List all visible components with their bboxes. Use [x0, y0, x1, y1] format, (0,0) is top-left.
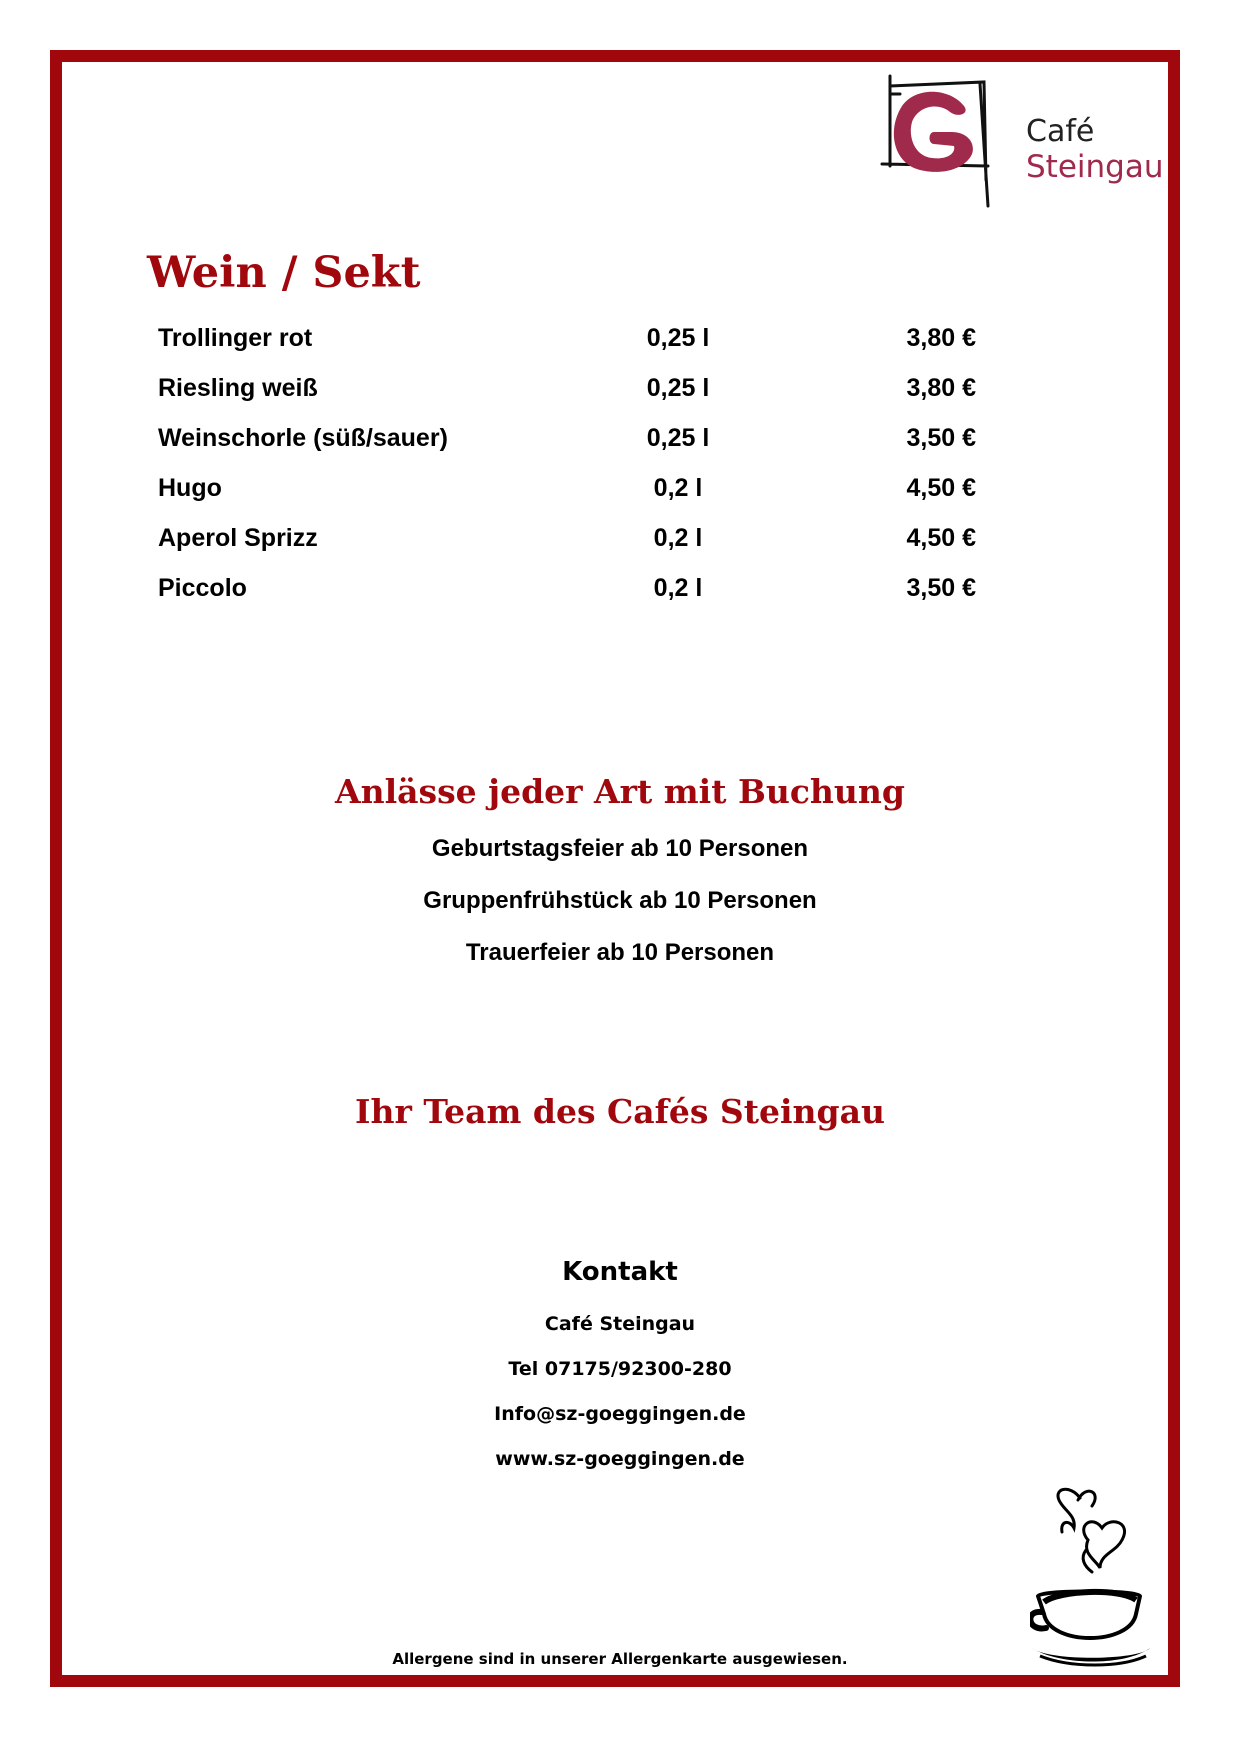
- events-title: Anlässe jeder Art mit Buchung: [335, 772, 905, 811]
- wine-volume: 0,2 l: [653, 474, 703, 502]
- event-item: Trauerfeier ab 10 Personen: [465, 939, 775, 966]
- allergen-note: Allergene sind in unserer Allergenkarte ausgewiesen.: [392, 1650, 848, 1668]
- wine-row: [158, 513, 1008, 563]
- wine-volume: 0,2 l: [653, 524, 703, 552]
- logo-word-cafe: Café: [1026, 114, 1095, 149]
- wine-price: 4,50 €: [906, 524, 976, 552]
- wine-price: 3,50 €: [906, 574, 976, 602]
- wine-price: 3,50 €: [906, 424, 976, 452]
- contact-email: Info@sz-goeggingen.de: [494, 1403, 746, 1425]
- wine-volume: 0,2 l: [653, 574, 703, 602]
- logo-word-steingau: Steingau: [1026, 149, 1164, 186]
- wine-list: [158, 313, 1008, 613]
- wine-name: Weinschorle (süß/sauer): [158, 424, 448, 452]
- wine-section-title: Wein / Sekt: [147, 248, 421, 298]
- contact-website: www.sz-goeggingen.de: [495, 1448, 745, 1470]
- wine-volume: 0,25 l: [646, 424, 710, 452]
- coffee-cup-icon: [1030, 1470, 1160, 1670]
- event-item: Geburtstagsfeier ab 10 Personen: [431, 835, 809, 862]
- wine-row: [158, 463, 1008, 513]
- event-item: Gruppenfrühstück ab 10 Personen: [423, 887, 817, 914]
- wine-name: Piccolo: [158, 574, 247, 602]
- wine-row: [158, 563, 1008, 613]
- wine-name: Hugo: [158, 474, 222, 502]
- contact-phone: Tel 07175/92300-280: [508, 1358, 732, 1380]
- g-logo-icon: [876, 72, 996, 208]
- wine-row: [158, 363, 1008, 413]
- wine-volume: 0,25 l: [646, 324, 710, 352]
- wine-name: Trollinger rot: [158, 324, 313, 352]
- contact-title: Kontakt: [562, 1257, 678, 1287]
- wine-row: [158, 313, 1008, 363]
- team-line: Ihr Team des Cafés Steingau: [355, 1092, 885, 1131]
- wine-price: 3,80 €: [906, 374, 976, 402]
- wine-volume: 0,25 l: [646, 374, 710, 402]
- wine-name: Aperol Sprizz: [158, 524, 318, 552]
- wine-row: [158, 413, 1008, 463]
- wine-price: 3,80 €: [906, 324, 976, 352]
- contact-name: Café Steingau: [544, 1313, 696, 1335]
- cafe-logo: [876, 72, 1176, 208]
- wine-price: 4,50 €: [906, 474, 976, 502]
- wine-name: Riesling weiß: [158, 374, 318, 402]
